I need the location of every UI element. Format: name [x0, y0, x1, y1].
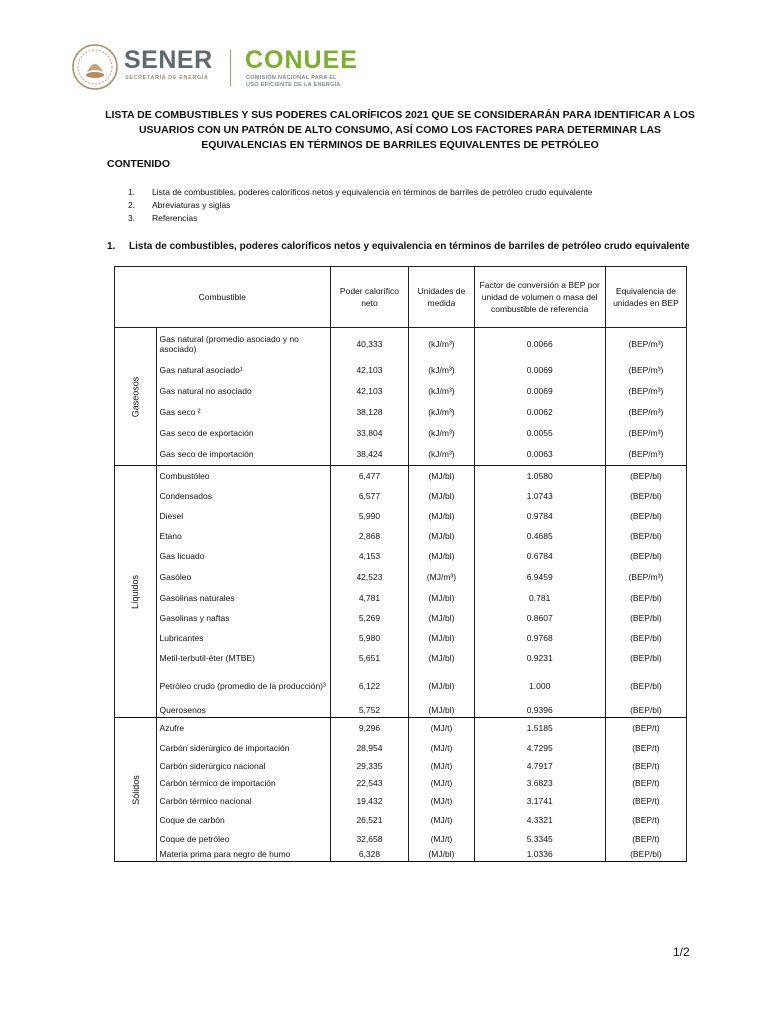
unit-cell: (MJ/m³): [409, 566, 474, 588]
heating-value-cell: 32,658: [330, 830, 409, 848]
heating-value-cell: 42,103: [330, 381, 409, 402]
heating-value-cell: 42,523: [330, 566, 409, 588]
unit-cell: (kJ/m³): [409, 423, 474, 444]
table-row: [115, 381, 687, 402]
heating-value-cell: 6,328: [330, 848, 409, 862]
unit-cell: (MJ/t): [409, 830, 474, 848]
fuel-name-cell: Azufre: [156, 718, 330, 738]
toc-text: Abreviaturas y siglas: [152, 200, 231, 210]
table-row: [115, 328, 687, 360]
fuel-name-cell: Materia prima para negro de humo: [156, 848, 330, 862]
fuel-name-cell: Gas natural no asociado: [156, 381, 330, 402]
table-row: [115, 848, 687, 862]
fuel-name-cell: Gas natural asociado¹: [156, 360, 330, 381]
conversion-factor-cell: 5.3345: [474, 830, 605, 848]
equivalence-cell: (BEP/bl): [605, 704, 686, 718]
equivalence-cell: (BEP/t): [605, 811, 686, 830]
table-row: [115, 360, 687, 381]
equivalence-cell: (BEP/bl): [605, 466, 686, 486]
table-header-row: [115, 267, 687, 328]
unit-cell: (MJ/bl): [409, 506, 474, 526]
fuel-name-cell: Coque de carbón: [156, 811, 330, 830]
equivalence-cell: (BEP/bl): [605, 486, 686, 506]
fuel-name-cell: Carbón térmico de importación: [156, 775, 330, 792]
table-row: [115, 758, 687, 775]
unit-cell: (kJ/m³): [409, 360, 474, 381]
fuel-name-cell: Carbón térmico nacional: [156, 792, 330, 811]
unit-cell: (MJ/bl): [409, 546, 474, 566]
equivalence-cell: (BEP/m³): [605, 402, 686, 423]
sener-subtitle: SECRETARÍA DE ENERGÍA: [125, 75, 209, 81]
conversion-factor-cell: 0.9784: [474, 506, 605, 526]
table-row: [115, 402, 687, 423]
header-combustible: Combustible: [115, 267, 331, 328]
table-row: [115, 608, 687, 628]
equivalence-cell: (BEP/m³): [605, 328, 686, 360]
group-liquidos: [115, 466, 687, 718]
equivalence-cell: (BEP/m³): [605, 444, 686, 466]
heating-value-cell: 42,103: [330, 360, 409, 381]
conversion-factor-cell: 3.6823: [474, 775, 605, 792]
heating-value-cell: 40,333: [330, 328, 409, 360]
heating-value-cell: 9,296: [330, 718, 409, 738]
fuel-name-cell: Gasolinas y naftas: [156, 608, 330, 628]
fuel-name-cell: Carbón siderúrgico nacional: [156, 758, 330, 775]
toc-item: [128, 186, 592, 199]
equivalence-cell: (BEP/t): [605, 758, 686, 775]
conversion-factor-cell: 0.0066: [474, 328, 605, 360]
unit-cell: (MJ/t): [409, 792, 474, 811]
fuel-name-cell: Querosenos: [156, 704, 330, 718]
fuel-name-cell: Metil-terbutil-éter (MTBE): [156, 648, 330, 668]
equivalence-cell: (BEP/bl): [605, 848, 686, 862]
table-row: [115, 738, 687, 758]
section-1-heading: [107, 241, 690, 252]
fuel-name-cell: Gas seco ²: [156, 402, 330, 423]
heating-value-cell: 6,477: [330, 466, 409, 486]
toc-number: 2.: [128, 200, 136, 210]
toc-number: 1.: [128, 187, 136, 197]
fuel-name-cell: Gas licuado: [156, 546, 330, 566]
group-solidos: [115, 718, 687, 862]
heating-value-cell: 5,980: [330, 628, 409, 648]
conversion-factor-cell: 0.0063: [474, 444, 605, 466]
header-equivalencia: Equivalencia de unidades en BEP: [605, 267, 686, 328]
table-of-contents: [128, 186, 592, 225]
fuel-name-cell: Gas natural (promedio asociado y no asociado): [156, 328, 330, 360]
heating-value-cell: 5,990: [330, 506, 409, 526]
fuels-table: [114, 266, 687, 862]
heating-value-cell: 33,804: [330, 423, 409, 444]
category-cell: [115, 718, 157, 862]
heating-value-cell: 5,651: [330, 648, 409, 668]
heating-value-cell: 5,269: [330, 608, 409, 628]
fuel-name-cell: Diesel: [156, 506, 330, 526]
toc-text: Lista de combustibles, poderes caloríficos netos y equivalencia en términos de barriles de petróleo crudo equivalente: [152, 187, 593, 197]
table-row: [115, 668, 687, 704]
table-row: [115, 423, 687, 444]
equivalence-cell: (BEP/bl): [605, 648, 686, 668]
unit-cell: (MJ/bl): [409, 466, 474, 486]
equivalence-cell: (BEP/t): [605, 830, 686, 848]
unit-cell: (MJ/bl): [409, 704, 474, 718]
table-row: [115, 792, 687, 811]
unit-cell: (MJ/t): [409, 718, 474, 738]
heating-value-cell: 4,781: [330, 588, 409, 608]
conversion-factor-cell: 0.9231: [474, 648, 605, 668]
conversion-factor-cell: 0.0069: [474, 360, 605, 381]
category-label: Sólidos: [130, 774, 141, 805]
equivalence-cell: (BEP/bl): [605, 588, 686, 608]
heating-value-cell: 26,521: [330, 811, 409, 830]
heating-value-cell: 19,432: [330, 792, 409, 811]
conversion-factor-cell: 0.0062: [474, 402, 605, 423]
document-header: [72, 40, 472, 96]
heating-value-cell: 6,122: [330, 668, 409, 704]
section-number: 1.: [107, 241, 116, 252]
fuel-name-cell: Gas seco de exportación: [156, 423, 330, 444]
heating-value-cell: 28,954: [330, 738, 409, 758]
unit-cell: (MJ/t): [409, 811, 474, 830]
unit-cell: (kJ/m³): [409, 444, 474, 466]
equivalence-cell: (BEP/m³): [605, 381, 686, 402]
unit-cell: (MJ/t): [409, 758, 474, 775]
unit-cell: (MJ/bl): [409, 848, 474, 862]
table-row: [115, 444, 687, 466]
conversion-factor-cell: 1.0580: [474, 466, 605, 486]
sener-logo-text: SENER: [124, 46, 213, 74]
unit-cell: (MJ/bl): [409, 588, 474, 608]
equivalence-cell: (BEP/bl): [605, 628, 686, 648]
equivalence-cell: (BEP/bl): [605, 668, 686, 704]
header-unidades: Unidades de medida: [409, 267, 474, 328]
heating-value-cell: 22,543: [330, 775, 409, 792]
toc-number: 3.: [128, 213, 136, 223]
category-label: Gaseosos: [130, 376, 141, 417]
heating-value-cell: 29,335: [330, 758, 409, 775]
fuel-name-cell: Gasolinas naturales: [156, 588, 330, 608]
conuee-logo-text: CONUEE: [245, 46, 358, 74]
table-row: [115, 718, 687, 738]
conversion-factor-cell: 0.0069: [474, 381, 605, 402]
table-row: [115, 526, 687, 546]
heating-value-cell: 2,868: [330, 526, 409, 546]
conversion-factor-cell: 1.000: [474, 668, 605, 704]
unit-cell: (MJ/bl): [409, 648, 474, 668]
equivalence-cell: (BEP/t): [605, 718, 686, 738]
fuel-name-cell: Gas seco de importación: [156, 444, 330, 466]
conversion-factor-cell: 0.781: [474, 588, 605, 608]
header-factor-conversion: Factor de conversión a BEP por unidad de volumen o masa del combustible de referencia: [474, 267, 605, 328]
unit-cell: (MJ/bl): [409, 668, 474, 704]
unit-cell: (MJ/bl): [409, 486, 474, 506]
table-row: [115, 466, 687, 486]
heating-value-cell: 4,153: [330, 546, 409, 566]
conversion-factor-cell: 0.0055: [474, 423, 605, 444]
equivalence-cell: (BEP/bl): [605, 546, 686, 566]
fuel-name-cell: Lubricantes: [156, 628, 330, 648]
unit-cell: (kJ/m³): [409, 328, 474, 360]
unit-cell: (MJ/t): [409, 738, 474, 758]
unit-cell: (kJ/m³): [409, 381, 474, 402]
conuee-subtitle: [246, 75, 341, 89]
conversion-factor-cell: 0.9768: [474, 628, 605, 648]
conversion-factor-cell: 0.6784: [474, 546, 605, 566]
heating-value-cell: 38,424: [330, 444, 409, 466]
table-row: [115, 704, 687, 718]
table-row: [115, 566, 687, 588]
table-row: [115, 628, 687, 648]
fuel-name-cell: Etano: [156, 526, 330, 546]
document-title: LISTA DE COMBUSTIBLES Y SUS PODERES CALORÍFICOS 2021 QUE SE CONSIDERARÁN PARA IDENTIFICAR A LOS USUARIOS CON UN PATRÓN DE ALTO CONSUMO, ASÍ COMO LOS FACTORES PARA DETERMINAR LAS EQUIVALENCIAS EN TÉRMINOS DE BARRILES EQUIVALENTES DE PETRÓLEO: [105, 109, 695, 151]
conversion-factor-cell: 0.9396: [474, 704, 605, 718]
unit-cell: (MJ/bl): [409, 526, 474, 546]
table-row: [115, 486, 687, 506]
fuel-name-cell: Gasóleo: [156, 566, 330, 588]
conversion-factor-cell: 0.4685: [474, 526, 605, 546]
toc-text: Referencias: [152, 213, 198, 223]
fuel-name-cell: Combustóleo: [156, 466, 330, 486]
logo-divider: [230, 50, 231, 86]
header-poder-calorifico: Poder calorífico neto: [330, 267, 409, 328]
group-gaseosos: [115, 328, 687, 466]
conversion-factor-cell: 4.7295: [474, 738, 605, 758]
toc-item: [128, 212, 592, 225]
fuel-name-cell: Coque de petróleo: [156, 830, 330, 848]
conversion-factor-cell: 4.3321: [474, 811, 605, 830]
unit-cell: (kJ/m³): [409, 402, 474, 423]
conversion-factor-cell: 1.0743: [474, 486, 605, 506]
table-row: [115, 830, 687, 848]
conuee-subtitle-line-2: USO EFICIENTE DE LA ENERGÍA: [246, 82, 341, 88]
fuel-name-cell: Condensados: [156, 486, 330, 506]
equivalence-cell: (BEP/m³): [605, 423, 686, 444]
equivalence-cell: (BEP/bl): [605, 506, 686, 526]
toc-item: [128, 199, 592, 212]
heating-value-cell: 5,752: [330, 704, 409, 718]
equivalence-cell: (BEP/t): [605, 775, 686, 792]
unit-cell: (MJ/bl): [409, 628, 474, 648]
heating-value-cell: 6,577: [330, 486, 409, 506]
contents-heading: CONTENIDO: [107, 158, 170, 170]
conversion-factor-cell: 6.9459: [474, 566, 605, 588]
conversion-factor-cell: 0.8607: [474, 608, 605, 628]
conversion-factor-cell: 1.5185: [474, 718, 605, 738]
equivalence-cell: (BEP/bl): [605, 608, 686, 628]
equivalence-cell: (BEP/t): [605, 792, 686, 811]
page-number: 1/2: [673, 945, 690, 959]
conuee-subtitle-line-1: COMISIÓN NACIONAL PARA EL: [246, 75, 337, 81]
equivalence-cell: (BEP/bl): [605, 526, 686, 546]
category-label: Líquidos: [130, 574, 141, 609]
table-row: [115, 506, 687, 526]
heating-value-cell: 38,128: [330, 402, 409, 423]
table-row: [115, 775, 687, 792]
table-row: [115, 588, 687, 608]
mexico-coat-of-arms-seal: [72, 44, 118, 90]
category-cell: [115, 328, 157, 466]
unit-cell: (MJ/bl): [409, 608, 474, 628]
section-title: Lista de combustibles, poderes caloríficos netos y equivalencia en términos de barriles de petróleo crudo equivalente: [129, 241, 690, 252]
table-row: [115, 648, 687, 668]
conversion-factor-cell: 1.0336: [474, 848, 605, 862]
table-row: [115, 546, 687, 566]
equivalence-cell: (BEP/m³): [605, 566, 686, 588]
conversion-factor-cell: 4.7917: [474, 758, 605, 775]
fuel-name-cell: Petróleo crudo (promedio de la producción)³: [156, 668, 330, 704]
conversion-factor-cell: 3.1741: [474, 792, 605, 811]
table-row: [115, 811, 687, 830]
equivalence-cell: (BEP/m³): [605, 360, 686, 381]
equivalence-cell: (BEP/t): [605, 738, 686, 758]
unit-cell: (MJ/t): [409, 775, 474, 792]
category-cell: [115, 466, 157, 718]
fuel-name-cell: Carbón siderúrgico de importación: [156, 738, 330, 758]
